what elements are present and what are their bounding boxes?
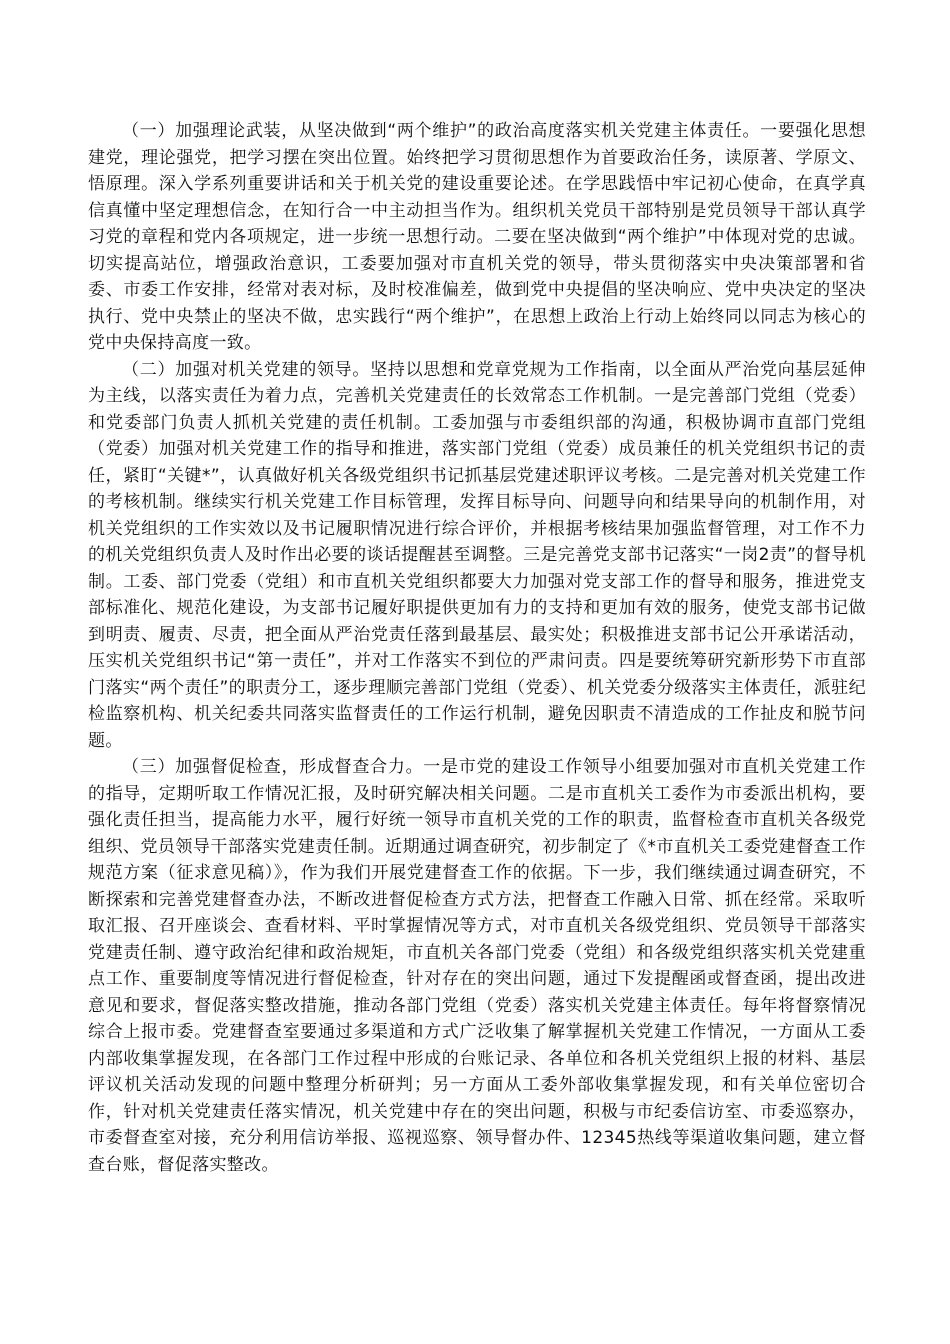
paragraph-2: （二）加强对机关党建的领导。坚持以思想和党章党规为工作指南，以全面从严治党向基层延伸为主线，以落实责任为着力点，完善机关党建责任的长效常态工作机制。一是完善部门党组（党委）和党委部门负责人抓机关党建的责任机制。工委加强与市委组织部的沟通，积极协调市直部门党组（党委）加强对机关党建工作的指导和推进，落实部门党组（党委）成员兼任的机关党组织书记的责任，紧盯“关键*”，认真做好机关各级党组织书记抓基层党建述职评议考核。二是完善对机关党建工作的考核机制。继续实行机关党建工作目标管理，发挥目标导向、问题导向和结果导向的机制作用，对机关党组织的工作实效以及书记履职情况进行综合评价，并根据考核结果加强监督管理，对工作不力的机关党组织负责人及时作出必要的谈话提醒甚至调整。三是完善党支部书记落实“一岗2责”的督导机制。工委、部门党委（党组）和市直机关党组织都要大力加强对党支部工作的督导和服务，推进党支部标准化、规范化建设，为支部书记履好职提供更加有力的支持和更加有效的服务，使党支部书记做到明责、履责、尽责，把全面从严治党责任落到最基层、最实处；积极推进支部书记公开承诺活动，压实机关党组织书记“第一责任”，并对工作落实不到位的严肃问责。四是要统筹研究新形势下市直部门落实“两个责任”的职责分工，逐步理顺完善部门党组（党委）、机关党委分级落实主体责任，派驻纪检监察机构、机关纪委共同落实监督责任的工作运行机制，避免因职责不清造成的工作扯皮和脱节问题。 (88, 359, 866, 751)
paragraph-1: （一）加强理论武装，从坚决做到“两个维护”的政治高度落实机关党建主体责任。一要强化思想建党，理论强党，把学习摆在突出位置。始终把学习贯彻思想作为首要政治任务，读原著、学原文、悟原理。深入学系列重要讲话和关于机关党的建设重要论述。在学思践悟中牢记初心使命，在真学真信真懂中坚定理想信念，在知行合一中主动担当作为。组织机关党员干部特别是党员领导干部认真学习党的章程和党内各项规定，进一步统一思想行动。二要在坚决做到“两个维护”中体现对党的忠诚。切实提高站位，增强政治意识，工委要加强对市直机关党的领导，带头贯彻落实中央决策部署和省委、市委工作安排，经常对表对标，及时校准偏差，做到党中央提倡的坚决响应、党中央决定的坚决执行、党中央禁止的坚决不做，忠实践行“两个维护”，在思想上政治上行动上始终同以同志为核心的党中央保持高度一致。 (88, 121, 866, 353)
paragraph-3: （三）加强督促检查，形成督查合力。一是市党的建设工作领导小组要加强对市直机关党建工作的指导，定期听取工作情况汇报，及时研究解决相关问题。二是市直机关工委作为市委派出机构，要强化责任担当，提高能力水平，履行好统一领导市直机关党的工作的职责，监督检查市直机关各级党组织、党员领导干部落实党建责任制。近期通过调查研究，初步制定了《*市直机关工委党建督查工作规范方案（征求意见稿）》，作为我们开展党建督查工作的依据。下一步，我们继续通过调查研究，不断探索和完善党建督查办法，不断改进督促检查方式方法，把督查工作融入日常、抓在经常。采取听取汇报、召开座谈会、查看材料、平时掌握情况等方式，对市直机关各级党组织、党员领导干部落实党建责任制、遵守政治纪律和政治规矩，市直机关各部门党委（党组）和各级党组织落实机关党建重点工作、重要制度等情况进行督促检查，针对存在的突出问题，通过下发提醒函或督查函，提出改进意见和要求，督促落实整改措施，推动各部门党组（党委）落实机关党建主体责任。每年将督察情况综合上报市委。党建督查室要通过多渠道和方式广泛收集了解掌握机关党建工作情况，一方面从工委内部收集掌握发现，在各部门工作过程中形成的台账记录、各单位和各机关党组织上报的材料、基层评议机关活动发现的问题中整理分析研判；另一方面从工委外部收集掌握发现，和有关单位密切合作，针对机关党建责任落实情况，机关党建中存在的突出问题，积极与市纪委信访室、市委巡察办，市委督查室对接，充分利用信访举报、巡视巡察、领导督办件、12345热线等渠道收集问题，建立督查台账，督促落实整改。 (88, 757, 866, 1175)
document-body (88, 118, 866, 1178)
